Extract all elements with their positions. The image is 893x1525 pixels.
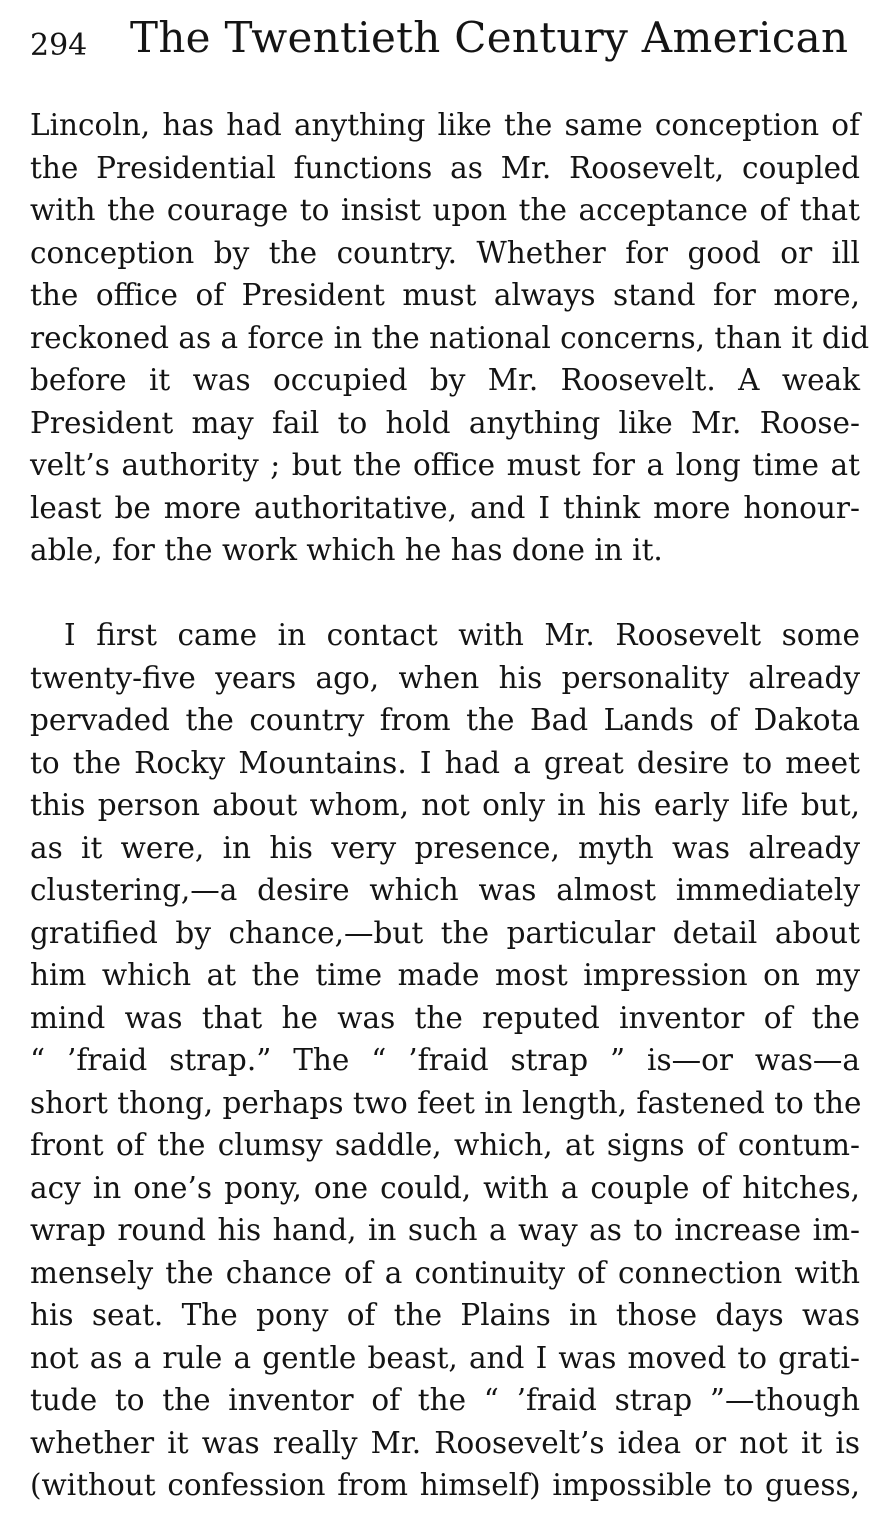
text-line: President may fail to hold anything like Mr. Roose- — [30, 405, 860, 440]
text-line: Lincoln, has had anything like the same conception of — [30, 108, 860, 142]
paragraph-2 — [30, 614, 860, 1507]
text-line: not as a rule a gentle beast, and I was moved to grati- — [30, 1340, 860, 1375]
text-line: twenty-five years ago, when his personality already — [30, 660, 860, 695]
text-line: able, for the work which he has done in it. — [30, 533, 663, 567]
text-line: I first came in contact with Mr. Roosevelt some — [64, 618, 860, 652]
page-number: 294 — [30, 28, 88, 63]
text-line: the Presidential functions as Mr. Roosevelt, coupled — [30, 150, 860, 185]
text-line: conception by the country. Whether for good or ill — [30, 235, 860, 270]
page-header — [30, 12, 860, 68]
text-line: pervaded the country from the Bad Lands of Dakota — [30, 703, 860, 737]
text-line: mensely the chance of a continuity of connection with — [30, 1255, 860, 1290]
text-line: with the courage to insist upon the acceptance of that — [30, 193, 860, 227]
running-title: The Twentieth Century American — [130, 13, 849, 62]
text-line: him which at the time made most impression on my — [30, 958, 860, 992]
text-line: to the Rocky Mountains. I had a great desire to meet — [30, 745, 860, 780]
text-line: reckoned as a force in the national concerns, than it did — [30, 320, 870, 355]
text-line: mind was that he was the reputed inventor of the — [30, 1000, 860, 1035]
text-line: (without confession from himself) impossible to guess, — [30, 1468, 860, 1502]
text-line: wrap round his hand, in such a way as to increase im- — [30, 1213, 860, 1247]
text-line: this person about whom, not only in his early life but, — [30, 788, 860, 822]
text-line: tude to the inventor of the “ ’fraid strap ”—though — [30, 1383, 860, 1417]
text-line: least be more authoritative, and I think more honour- — [30, 490, 860, 525]
paragraph-1 — [30, 104, 870, 572]
text-line: front of the clumsy saddle, which, at signs of contum- — [30, 1128, 860, 1162]
text-line: short thong, perhaps two feet in length, fastened to the — [30, 1085, 862, 1120]
text-line: gratified by chance,—but the particular detail about — [30, 915, 860, 950]
text-line: whether it was really Mr. Roosevelt’s idea or not it is — [30, 1425, 860, 1460]
text-line: before it was occupied by Mr. Roosevelt. A weak — [30, 363, 860, 397]
text-line: as it were, in his very presence, myth was already — [30, 830, 860, 865]
text-line: the office of President must always stand for more, — [30, 278, 860, 312]
text-line: acy in one’s pony, one could, with a couple of hitches, — [30, 1170, 860, 1205]
text-line: “ ’fraid strap.” The “ ’fraid strap ” is—or was—a — [30, 1043, 860, 1077]
text-line: his seat. The pony of the Plains in those days was — [30, 1298, 860, 1332]
text-line: velt’s authority ; but the office must for a long time at — [30, 448, 860, 482]
text-line: clustering,—a desire which was almost immediately — [30, 873, 860, 907]
